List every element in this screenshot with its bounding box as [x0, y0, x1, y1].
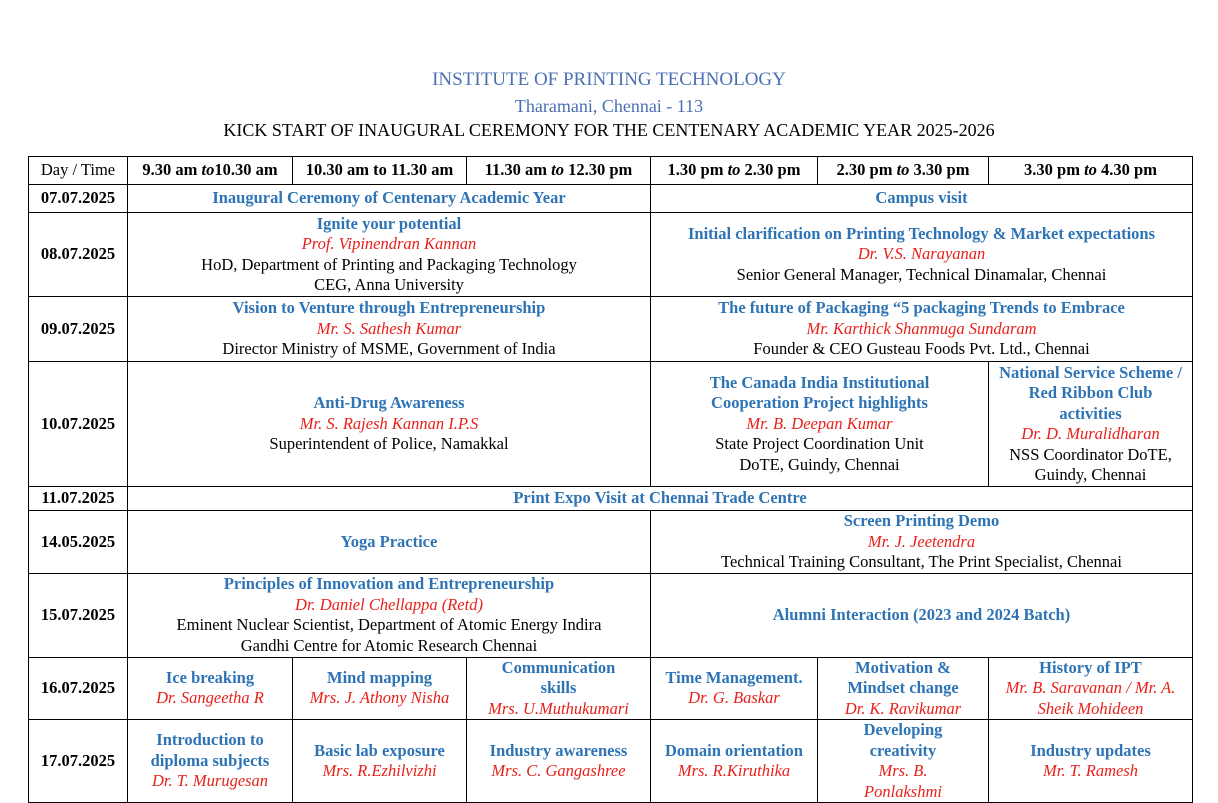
- table-row: [29, 573, 1193, 657]
- speaker-affiliation: CEG, Anna University: [314, 275, 464, 294]
- session-cell: [128, 573, 651, 657]
- session-cell: [818, 720, 989, 803]
- speaker-name: Mr. S. Sathesh Kumar: [316, 318, 462, 338]
- session-cell: [651, 511, 1193, 574]
- row-date: 07.07.2025: [29, 185, 128, 213]
- session-title: Introduction to diploma subjects: [150, 730, 270, 770]
- speaker-name: Dr. G. Baskar: [688, 688, 780, 708]
- speaker-name: Mr. B. Deepan Kumar: [746, 413, 893, 433]
- row-date: 17.07.2025: [29, 720, 128, 803]
- speaker-name: Mrs. U.Muthukumari: [488, 698, 629, 718]
- session-title: Communication skills: [501, 657, 616, 697]
- speaker-name: Mr. S. Rajesh Kannan I.P.S: [299, 413, 479, 433]
- session-title: Industry updates: [1030, 740, 1151, 760]
- session-cell: [128, 657, 293, 720]
- session-cell: [293, 720, 467, 803]
- schedule-table: [28, 156, 1193, 803]
- session-title: Initial clarification on Printing Technology & Market expectations: [687, 223, 1156, 243]
- row-date: 08.07.2025: [29, 213, 128, 297]
- session-cell: [989, 362, 1193, 487]
- speaker-designation: Senior General Manager, Technical Dinamalar, Chennai: [736, 264, 1107, 284]
- speaker-name: Dr. Daniel Chellappa (Retd): [295, 594, 483, 614]
- session-title: History of IPT: [1039, 657, 1142, 677]
- session-title: Vision to Venture through Entrepreneurship: [232, 298, 546, 318]
- table-row: [29, 297, 1193, 362]
- speaker-name: Mr. Karthick Shanmuga Sundaram: [806, 318, 1037, 338]
- session-title: National Service Scheme / Red Ribbon Club activities: [999, 362, 1182, 423]
- row-date: 14.05.2025: [29, 511, 128, 574]
- session-cell: [128, 720, 293, 803]
- session-title: Inaugural Ceremony of Centenary Academic Year: [212, 188, 566, 208]
- speaker-name: Dr. T. Murugesan: [151, 771, 269, 791]
- speaker-name: Mrs. R.Ezhilvizhi: [322, 761, 437, 780]
- session-cell: [128, 297, 651, 362]
- session-title: The Canada India Institutional Cooperation Project highlights: [709, 372, 930, 413]
- speaker-affiliation: DoTE, Guindy, Chennai: [739, 454, 900, 474]
- institute-address: Tharamani, Chennai - 113: [514, 96, 704, 116]
- header-slot-1: 9.30 am to10.30 am: [128, 157, 293, 185]
- session-title: Developing creativity: [863, 720, 943, 760]
- session-title: Basic lab exposure: [314, 740, 445, 760]
- header-slot-6: 3.30 pm to 4.30 pm: [989, 157, 1193, 185]
- session-cell: [128, 185, 651, 213]
- table-row: [29, 362, 1193, 487]
- session-cell: [128, 362, 651, 487]
- header-day-time: Day / Time: [29, 157, 128, 185]
- speaker-name: Mr. B. Saravanan / Mr. A. Sheik Mohideen: [1005, 678, 1176, 718]
- table-row: [29, 487, 1193, 511]
- speaker-name: Mr. T. Ramesh: [1042, 761, 1139, 780]
- row-date: 09.07.2025: [29, 297, 128, 362]
- speaker-designation: Founder & CEO Gusteau Foods Pvt. Ltd., Chennai: [753, 339, 1090, 359]
- session-cell: [128, 213, 651, 297]
- session-cell: [651, 720, 818, 803]
- speaker-designation: HoD, Department of Printing and Packaging Technology: [201, 254, 577, 274]
- speaker-name: Dr. K. Ravikumar: [844, 698, 962, 718]
- row-date: 11.07.2025: [29, 487, 128, 511]
- session-cell: [467, 720, 651, 803]
- session-title: Industry awareness: [489, 740, 628, 760]
- table-row: [29, 657, 1193, 720]
- session-title: Campus visit: [875, 188, 968, 208]
- speaker-designation: Technical Training Consultant, The Print Specialist, Chennai: [721, 552, 1122, 571]
- session-title: Time Management.: [665, 667, 803, 687]
- row-date: 16.07.2025: [29, 657, 128, 720]
- speaker-name: Dr. V.S. Narayanan: [857, 244, 986, 264]
- header-slot-4: 1.30 pm to 2.30 pm: [651, 157, 818, 185]
- session-cell: [293, 657, 467, 720]
- speaker-designation: NSS Coordinator DoTE, Guindy, Chennai: [1009, 444, 1172, 484]
- session-title: Yoga Practice: [340, 531, 438, 551]
- table-header-row: [29, 157, 1193, 185]
- session-cell: [651, 573, 1193, 657]
- speaker-name: Mr. J. Jeetendra: [867, 531, 976, 551]
- row-date: 10.07.2025: [29, 362, 128, 487]
- session-cell: [128, 511, 651, 574]
- session-title: Ignite your potential: [316, 213, 462, 233]
- session-cell: [651, 297, 1193, 362]
- speaker-designation: Director Ministry of MSME, Government of India: [222, 339, 556, 359]
- session-title: The future of Packaging “5 packaging Trends to Embrace: [718, 298, 1125, 318]
- session-title: Mind mapping: [327, 667, 432, 687]
- table-row: [29, 213, 1193, 297]
- session-title: Alumni Interaction (2023 and 2024 Batch): [772, 604, 1071, 624]
- speaker-designation: Superintendent of Police, Namakkal: [269, 434, 509, 454]
- institute-name: INSTITUTE OF PRINTING TECHNOLOGY: [432, 69, 786, 90]
- speaker-name: Mrs. R.Kiruthika: [677, 761, 791, 780]
- speaker-name: Mrs. B. Ponlakshmi: [864, 761, 942, 801]
- session-cell: [467, 657, 651, 720]
- speaker-designation: State Project Coordination Unit: [715, 434, 924, 454]
- session-title: Principles of Innovation and Entrepreneurship: [223, 574, 555, 593]
- session-title: Ice breaking: [165, 667, 255, 687]
- session-title: Screen Printing Demo: [843, 511, 1000, 530]
- speaker-name: Mrs. C. Gangashree: [491, 761, 626, 780]
- table-row: [29, 720, 1193, 803]
- header-slot-2: 10.30 am to 11.30 am: [293, 157, 467, 185]
- speaker-name: Dr. D. Muralidharan: [1021, 424, 1160, 443]
- header-slot-5: 2.30 pm to 3.30 pm: [818, 157, 989, 185]
- session-cell: [128, 487, 1193, 511]
- document-title: KICK START OF INAUGURAL CEREMONY FOR THE CENTENARY ACADEMIC YEAR 2025-2026: [223, 120, 995, 140]
- session-cell: [651, 657, 818, 720]
- table-row: [29, 185, 1193, 213]
- session-cell: [989, 720, 1193, 803]
- session-cell: [651, 362, 989, 487]
- speaker-name: Dr. Sangeetha R: [156, 688, 264, 708]
- header-slot-3: 11.30 am to 12.30 pm: [467, 157, 651, 185]
- speaker-name: Mrs. J. Athony Nisha: [309, 688, 450, 708]
- speaker-designation: Eminent Nuclear Scientist, Department of Atomic Energy Indira Gandhi Centre for Atomic Research Chennai: [176, 615, 602, 655]
- table-row: [29, 511, 1193, 574]
- session-title: Motivation & Mindset change: [847, 657, 959, 697]
- session-cell: [651, 213, 1193, 297]
- session-cell: [651, 185, 1193, 213]
- session-cell: [989, 657, 1193, 720]
- row-date: 15.07.2025: [29, 573, 128, 657]
- session-cell: [818, 657, 989, 720]
- speaker-name: Prof. Vipinendran Kannan: [301, 234, 477, 253]
- session-title: Anti-Drug Awareness: [313, 393, 465, 413]
- session-title: Domain orientation: [665, 740, 803, 760]
- session-title: Print Expo Visit at Chennai Trade Centre: [513, 488, 807, 508]
